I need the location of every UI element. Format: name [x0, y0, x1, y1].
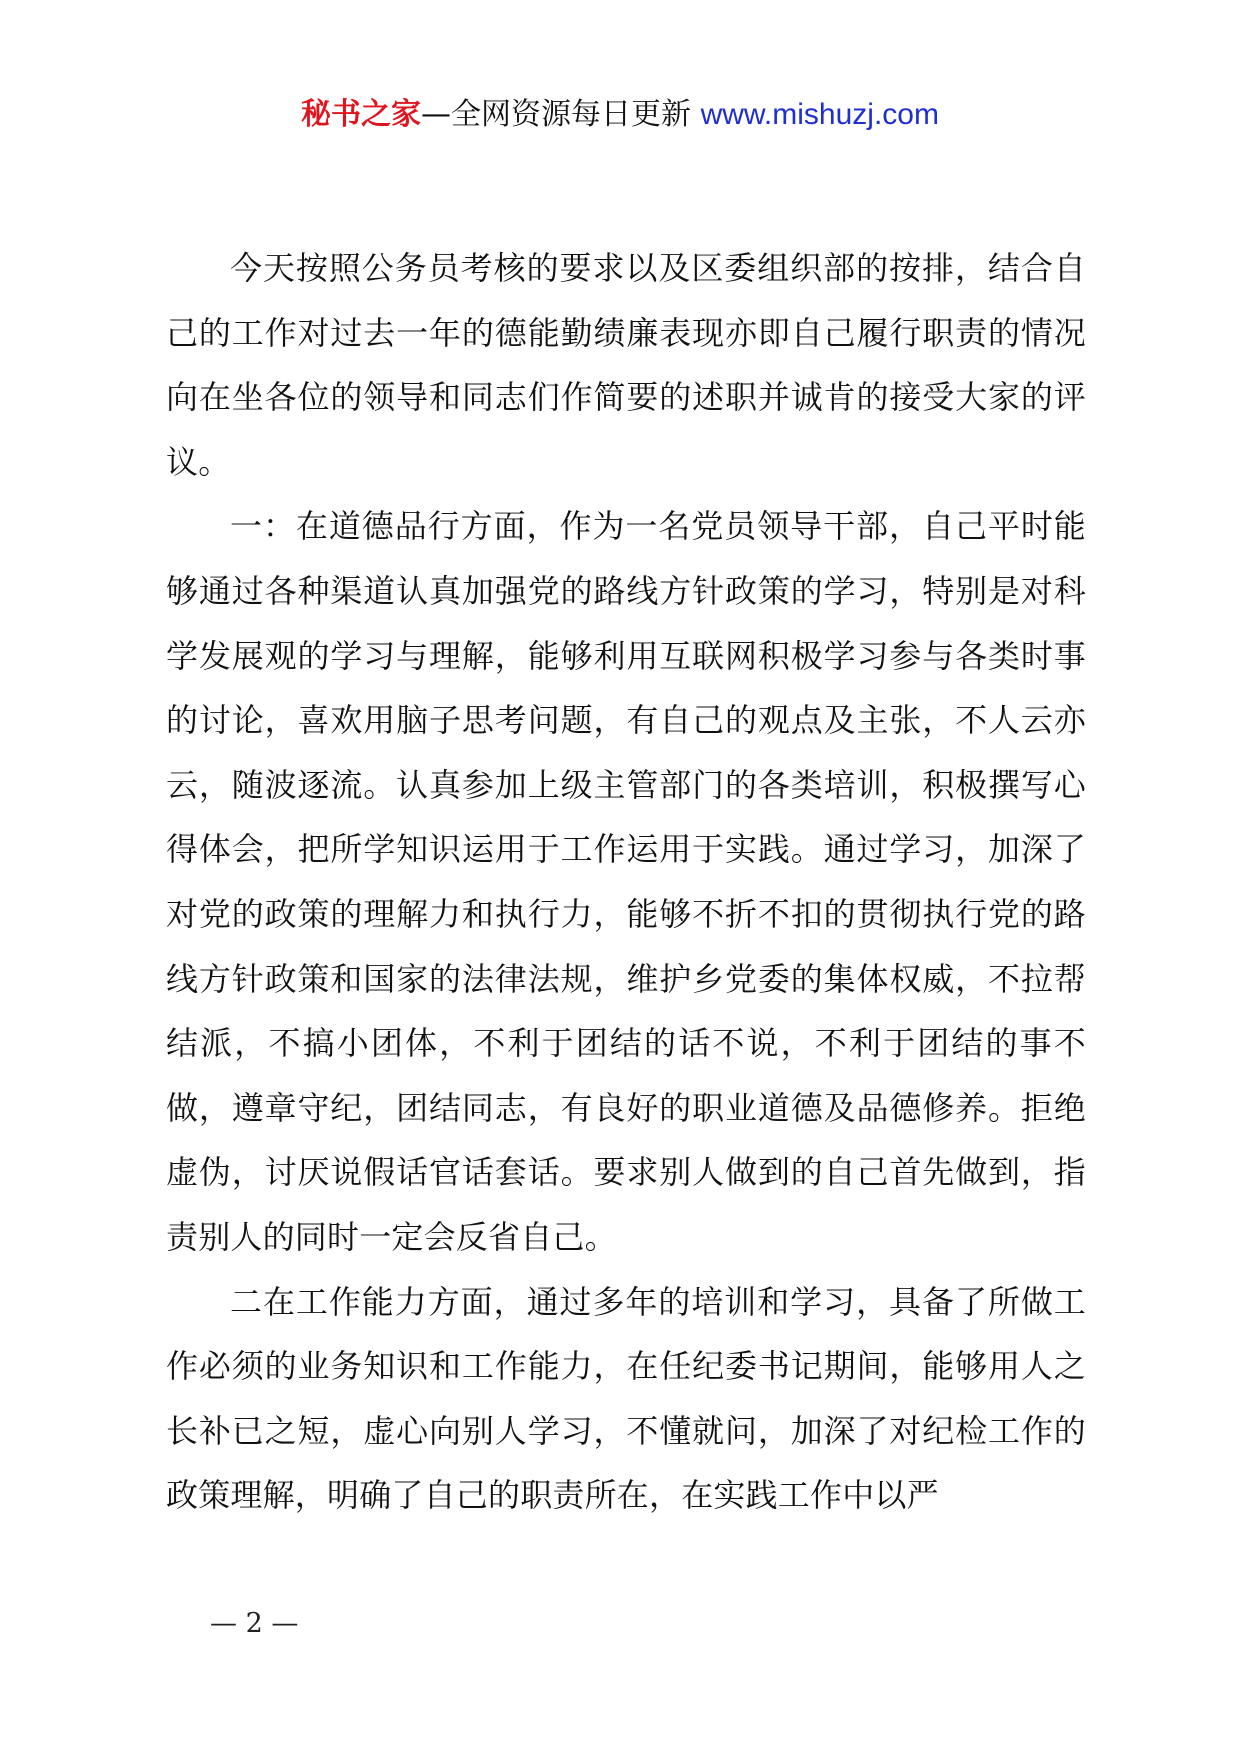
- paragraph-moral-conduct: 一：在道德品行方面，作为一名党员领导干部，自己平时能够通过各种渠道认真加强党的路线方针政策的学习，特别是对科学发展观的学习与理解，能够利用互联网积极学习参与各类时事的讨论，喜欢用脑子思考问题，有自己的观点及主张，不人云亦云，随波逐流。认真参加上级主管部门的各类培训，积极撰写心得体会，把所学知识运用于工作运用于实践。通过学习，加深了对党的政策的理解力和执行力，能够不折不扣的贯彻执行党的路线方针政策和国家的法律法规，维护乡党委的集体权威，不拉帮结派，不搞小团体，不利于团结的话不说，不利于团结的事不做，遵章守纪，团结同志，有良好的职业道德及品德修养。拒绝虚伪，讨厌说假话官话套话。要求别人做到的自己首先做到，指责别人的同时一定会反省自己。: [166, 507, 1086, 1256]
- paragraph-work-ability: 二在工作能力方面，通过多年的培训和学习，具备了所做工作必须的业务知识和工作能力，在任纪委书记期间，能够用人之长补已之短，虚心向别人学习，不懂就问，加深了对纪检工作的政策理解，明确了自己的职责所在，在实践工作中以严: [166, 1282, 1086, 1515]
- paragraph-intro: 今天按照公务员考核的要求以及区委组织部的按排，结合自己的工作对过去一年的德能勤绩廉表现亦即自己履行职责的情况向在坐各位的领导和同志们作简要的述职并诚肯的接受大家的评议。: [166, 249, 1086, 481]
- document-body: [166, 236, 1086, 1528]
- page-number: — 2 —: [210, 1608, 299, 1639]
- site-brand: 秘书之家: [301, 97, 422, 132]
- site-tagline: —全网资源每日更新: [421, 97, 701, 132]
- site-url-link[interactable]: www.mishuzj.com: [700, 98, 939, 131]
- site-header: [0, 95, 1240, 135]
